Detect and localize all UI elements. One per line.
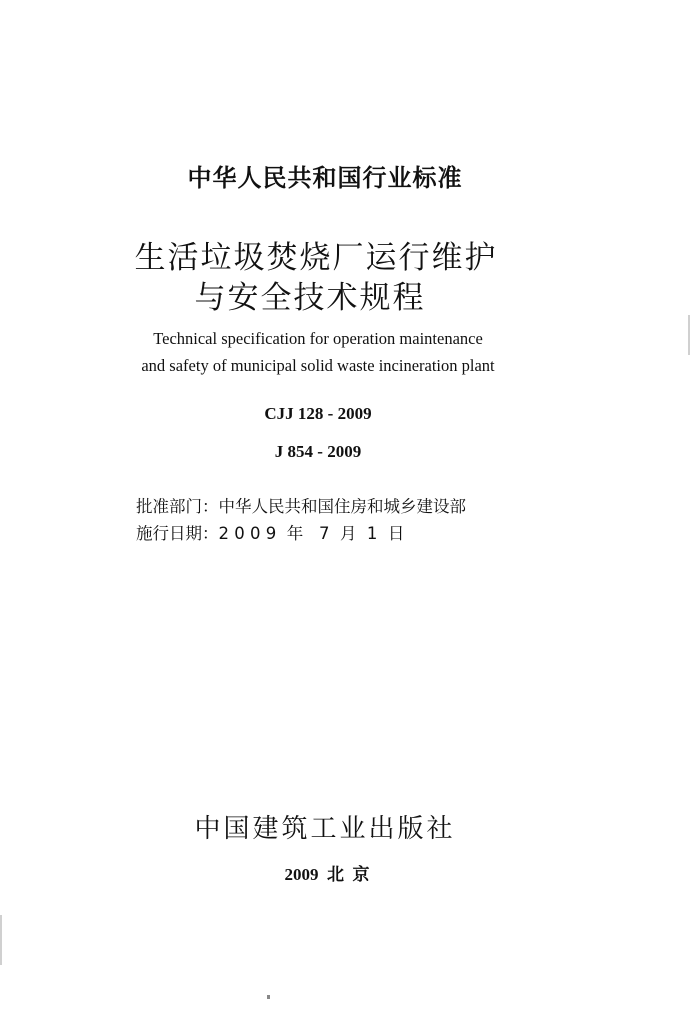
publication-place: 2009 北 京 (284, 865, 370, 884)
record-code: J 854 - 2009 (274, 442, 362, 461)
english-title-line-2: and safety of municipal solid waste incineration plant (141, 356, 495, 375)
chinese-title-line-2: 与安全技术规程 (194, 280, 426, 316)
publisher: 中国建筑工业出版社 (194, 814, 456, 844)
scan-edge-mark (0, 915, 2, 965)
chinese-title-line-1: 生活垃圾焚烧厂运行维护 (134, 240, 498, 276)
standard-category: 中华人民共和国行业标准 (187, 164, 463, 192)
scan-edge-mark (688, 315, 690, 355)
standard-code: CJJ 128 - 2009 (264, 404, 372, 423)
english-title-line-1: Technical specification for operation maintenance (153, 329, 483, 348)
scan-dot (267, 995, 270, 999)
approval-department: 批准部门：中华人民共和国住房和城乡建设部 (136, 497, 466, 516)
effective-date: 施行日期：2 0 0 9 年 7 月 1 日 (136, 524, 405, 543)
